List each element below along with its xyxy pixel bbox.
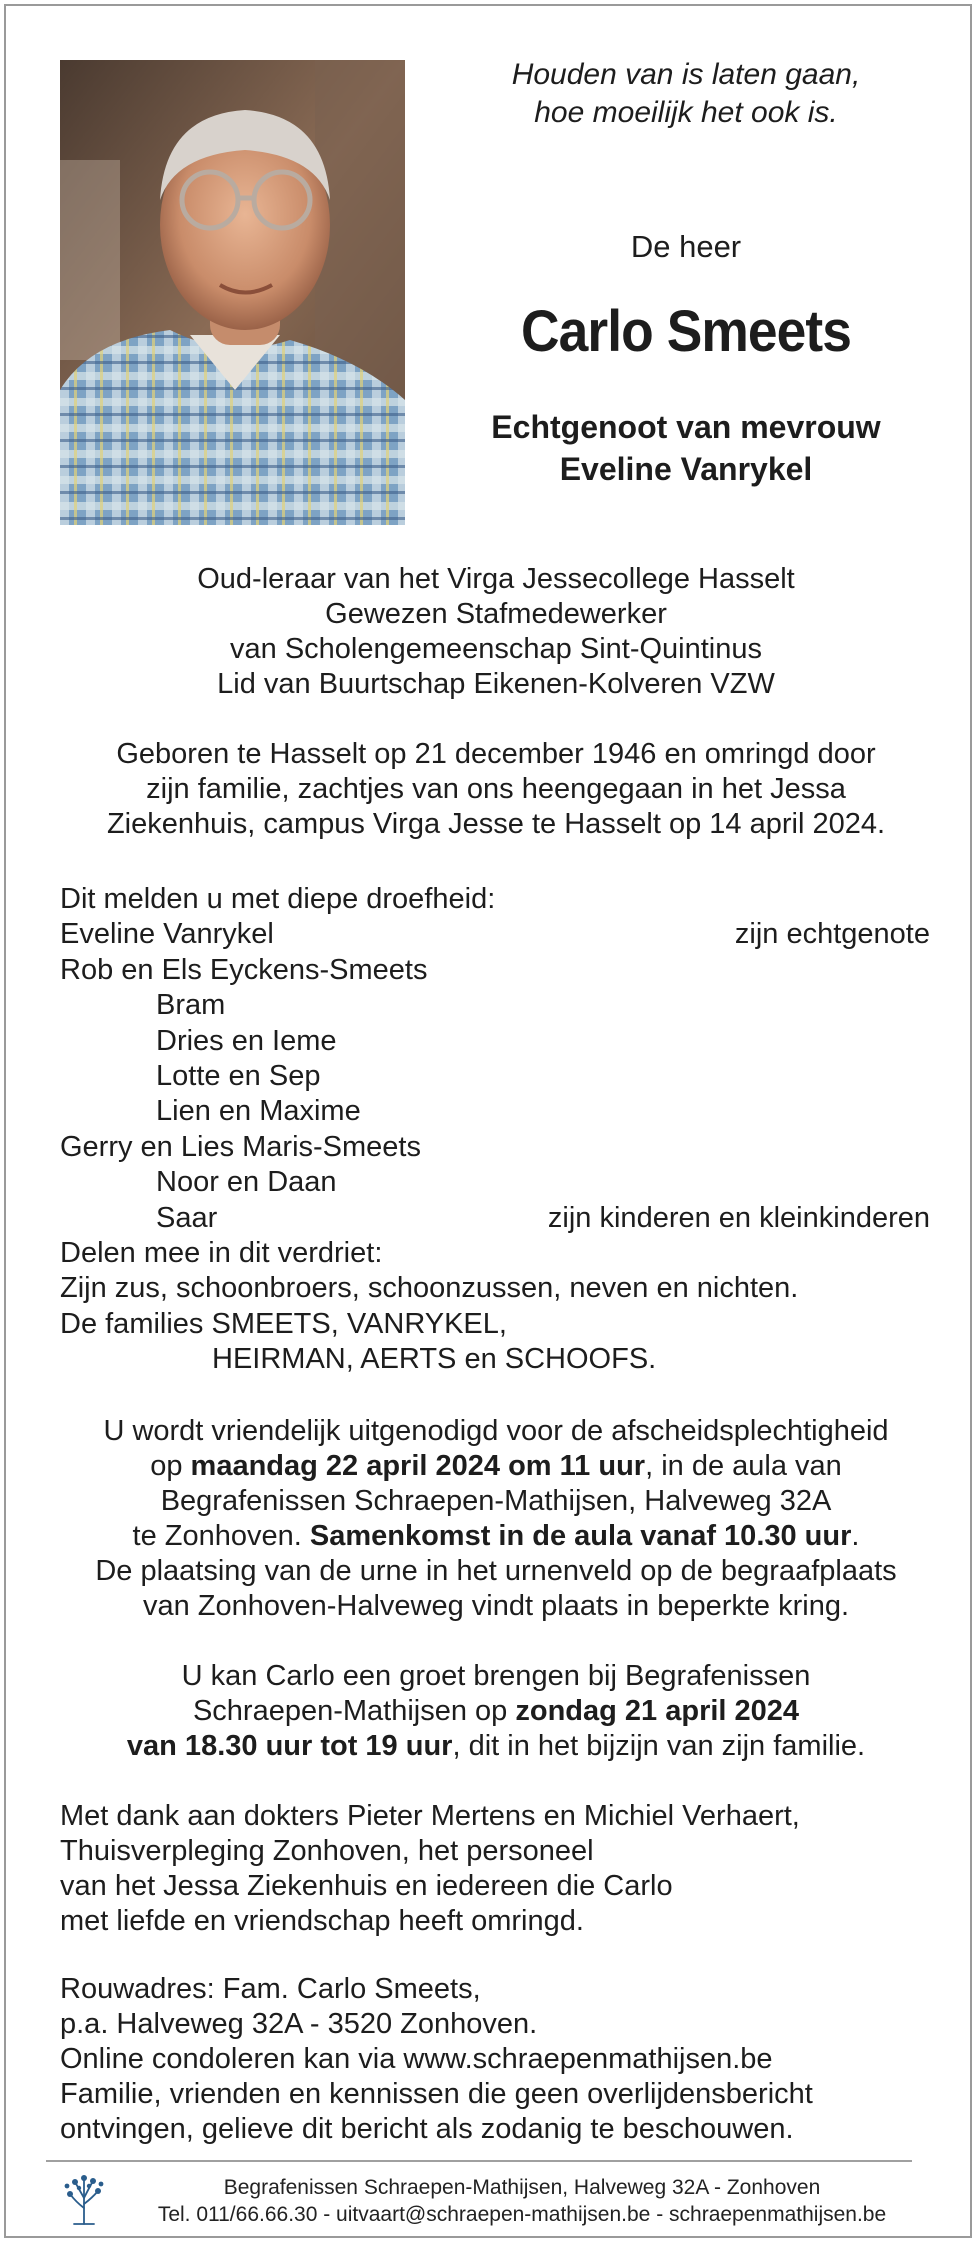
spouse-info — [436, 406, 936, 490]
career-line: Gewezen Stafmedewerker — [325, 598, 667, 630]
visit-time: van 18.30 uur tot 19 uur — [126, 1730, 453, 1762]
family-row — [60, 1165, 930, 1200]
family-member-name: Dries en Ieme — [156, 1024, 337, 1057]
ceremony-block — [46, 1414, 946, 1624]
career-line: Oud-leraar van het Virga Jessecollege Hasselt — [197, 563, 795, 595]
family-relation: zijn kinderen en kleinkinderen — [547, 1201, 930, 1234]
deceased-name: Carlo Smeets — [520, 299, 852, 364]
footer-divider — [46, 2160, 912, 2162]
footer-contact[interactable]: Tel. 011/66.66.30 - uitvaart@schraepen-mathijsen.be - schraepenmathijsen.be — [157, 2203, 887, 2226]
family-member-name: Zijn zus, schoonbroers, schoonzussen, neven en nichten. — [60, 1272, 799, 1305]
ceremony-line: De plaatsing van de urne in het urnenveld op de begraafplaats — [95, 1555, 897, 1587]
family-row — [60, 1024, 930, 1059]
title-prefix: De heer — [630, 229, 742, 264]
birth-death-block — [46, 737, 946, 842]
family-member-name: Gerry en Lies Maris-Smeets — [60, 1130, 421, 1163]
family-row — [60, 1094, 930, 1129]
gathering-time: Samenkomst in de aula vanaf 10.30 uur — [309, 1520, 852, 1552]
visit-line: Schraepen-Mathijsen op zondag 21 april 2024 — [192, 1695, 800, 1727]
family-member-name: Noor en Daan — [156, 1166, 337, 1199]
ceremony-date: maandag 22 april 2024 om 11 uur — [190, 1450, 646, 1482]
portrait-photo — [60, 60, 405, 525]
visit-line: U kan Carlo een groet brengen bij Begrafenissen — [181, 1660, 811, 1692]
footer-address: Begrafenissen Schraepen-Mathijsen, Halveweg 32A - Zonhoven — [223, 2176, 821, 2199]
career-line: Lid van Buurtschap Eikenen-Kolveren VZW — [217, 668, 775, 700]
motto-line: Houden van is laten gaan, — [511, 58, 861, 91]
thanks-line: van het Jessa Ziekenhuis en iedereen die Carlo — [60, 1870, 673, 1902]
family-member-name: Eveline Vanrykel — [60, 918, 274, 951]
address-line: Rouwadres: Fam. Carlo Smeets, — [60, 1973, 481, 2005]
obituary-card — [4, 4, 972, 2238]
tree-logo-icon — [62, 2174, 106, 2226]
family-row — [60, 1271, 930, 1306]
spouse-line: Echtgenoot van mevrouw — [491, 409, 881, 445]
family-intro: Dit melden u met diepe droefheid: — [60, 883, 496, 915]
visit-date: zondag 21 april 2024 — [515, 1695, 800, 1727]
family-member-name: De families SMEETS, VANRYKEL, — [60, 1307, 507, 1340]
ceremony-line: te Zonhoven. Samenkomst in de aula vanaf 10.30 uur. — [132, 1520, 860, 1552]
address-line: ontvingen, gelieve dit bericht als zodanig te beschouwen. — [60, 2113, 794, 2145]
footer-text — [112, 2174, 932, 2228]
visit-line: van 18.30 uur tot 19 uur, dit in het bijzijn van zijn familie. — [126, 1730, 866, 1762]
thanks-line: Met dank aan dokters Pieter Mertens en Michiel Verhaert, — [60, 1800, 800, 1832]
ceremony-line: op maandag 22 april 2024 om 11 uur, in de aula van — [150, 1450, 842, 1482]
family-member-name: Bram — [156, 989, 226, 1022]
career-line: van Scholengemeenschap Sint-Quintinus — [230, 633, 762, 665]
ceremony-line: van Zonhoven-Halveweg vindt plaats in beperkte kring. — [142, 1590, 850, 1622]
family-member-name: Rob en Els Eyckens-Smeets — [60, 953, 428, 986]
address-block — [60, 1972, 930, 2147]
thanks-block — [60, 1799, 930, 1939]
family-relation: zijn echtgenote — [734, 918, 930, 951]
birth-line: Ziekenhuis, campus Virga Jesse te Hasselt op 14 april 2024. — [106, 808, 886, 840]
birth-line: zijn familie, zachtjes van ons heengegaan in het Jessa — [146, 773, 846, 805]
family-row — [60, 1236, 930, 1271]
family-row — [60, 1059, 930, 1094]
spouse-line: Eveline Vanrykel — [559, 451, 813, 487]
family-member-name: Lien en Maxime — [156, 1095, 361, 1128]
family-member-name: HEIRMAN, AERTS en SCHOOFS. — [212, 1343, 657, 1376]
family-row — [60, 917, 930, 952]
birth-line: Geboren te Hasselt op 21 december 1946 en omringd door — [116, 738, 876, 770]
motto-line: hoe moeilijk het ook is. — [534, 96, 838, 129]
thanks-line: met liefde en vriendschap heeft omringd. — [60, 1905, 584, 1937]
family-member-name: Lotte en Sep — [156, 1059, 321, 1092]
family-list — [60, 882, 930, 1377]
family-row — [60, 1130, 930, 1165]
thanks-line: Thuisverpleging Zonhoven, het personeel — [60, 1835, 594, 1867]
address-line: p.a. Halveweg 32A - 3520 Zonhoven. — [60, 2008, 538, 2040]
condolence-link[interactable]: Online condoleren kan via www.schraepenmathijsen.be — [60, 2043, 773, 2075]
family-row — [60, 1307, 930, 1342]
family-row — [60, 1201, 930, 1236]
family-row — [60, 953, 930, 988]
visit-block — [46, 1659, 946, 1764]
address-line: Familie, vrienden en kennissen die geen overlijdensbericht — [60, 2078, 813, 2110]
family-member-name: Saar — [156, 1201, 218, 1234]
family-row — [60, 1342, 930, 1377]
career-block — [46, 562, 946, 702]
ceremony-line: Begrafenissen Schraepen-Mathijsen, Halveweg 32A — [160, 1485, 832, 1517]
ceremony-line: U wordt vriendelijk uitgenodigd voor de afscheidsplechtigheid — [103, 1415, 889, 1447]
motto — [436, 56, 936, 132]
family-row — [60, 988, 930, 1023]
family-member-name: Delen mee in dit verdriet: — [60, 1236, 383, 1269]
